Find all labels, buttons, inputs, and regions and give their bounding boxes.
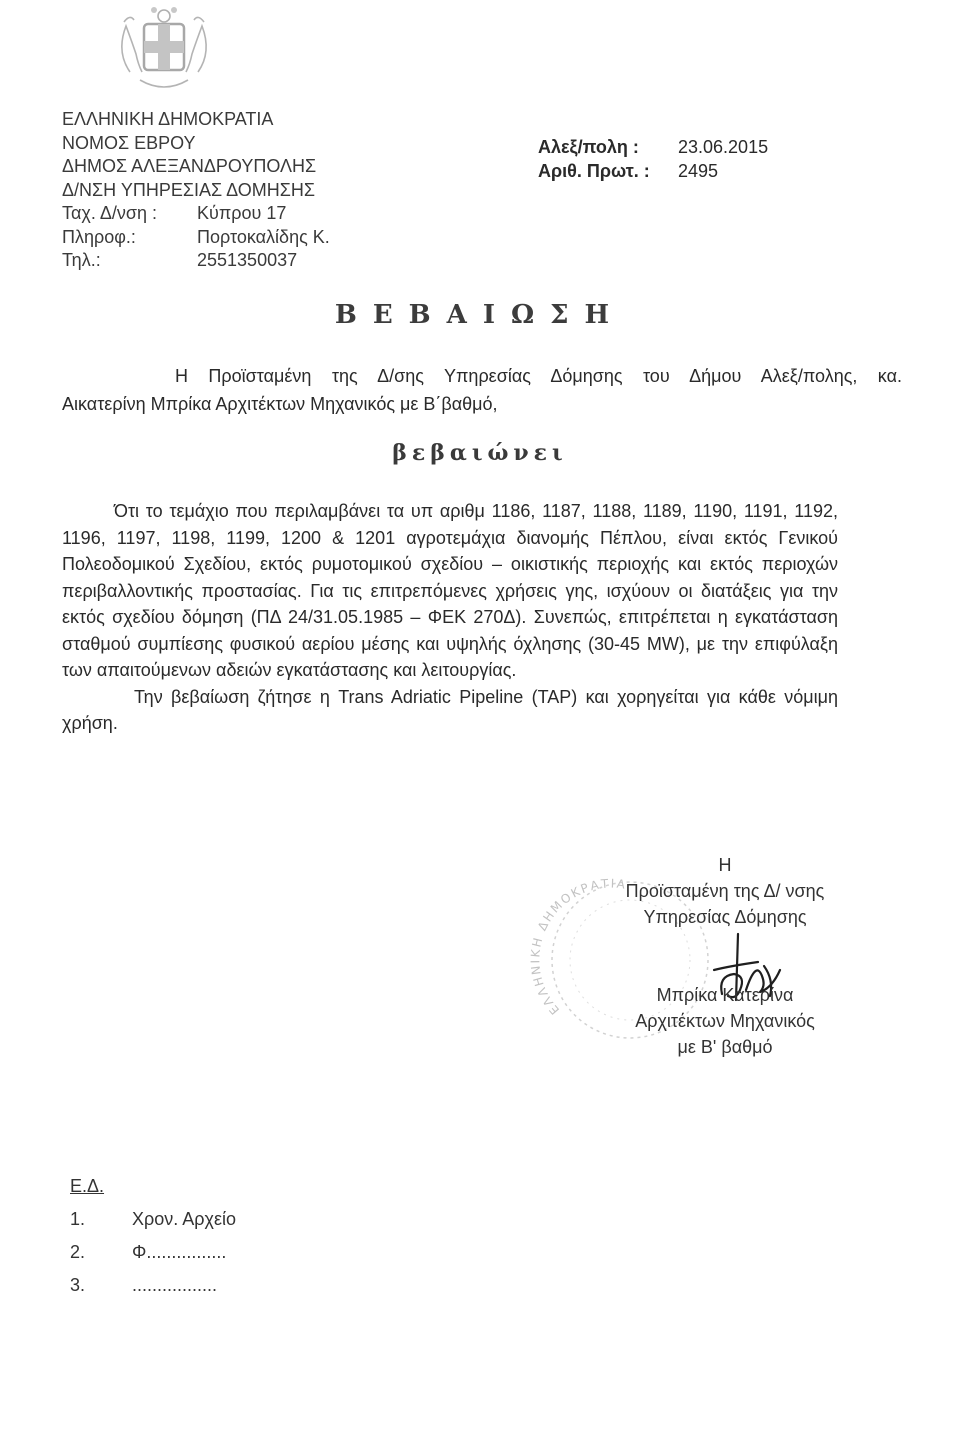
- info-label: Πληροφ.:: [62, 226, 136, 247]
- protocol-row: [538, 160, 768, 184]
- info-value: Πορτοκαλίδης Κ.: [197, 226, 330, 247]
- document-title: ΒΕΒΑΙΩΣΗ: [334, 300, 626, 330]
- protocol-number: 2495: [678, 160, 719, 181]
- stamp-text: ΕΛΛΗΝΙΚΗ ΔΗΜΟΚΡΑΤΙΑ: [528, 876, 628, 1018]
- certificate-body: [62, 498, 838, 737]
- distribution-item: [70, 1236, 236, 1269]
- signature-title: Προϊσταμένη της Δ/ νσης: [625, 881, 825, 901]
- signature-line: Η: [718, 855, 732, 875]
- issuer-header: [62, 108, 330, 273]
- phone-label: Τηλ.:: [62, 250, 101, 270]
- protocol-label: Αριθ. Πρωτ. :: [538, 160, 650, 181]
- intro-line-2: Αικατερίνη Μπρίκα Αρχιτέκτων Μηχανικός με Β΄βαθμό,: [62, 394, 498, 414]
- header-address: [62, 202, 330, 226]
- signature-gap-2: [560, 956, 890, 982]
- signature-gap: [560, 930, 890, 956]
- address-label: Ταχ. Δ/νση :: [62, 203, 158, 223]
- signatory-role: Αρχιτέκτων Μηχανικός: [635, 1011, 815, 1031]
- place-label: Αλεξ/πολη :: [538, 137, 639, 157]
- distribution-item: [70, 1203, 236, 1236]
- date-row: [538, 136, 768, 160]
- phone-value: 2551350037: [197, 250, 298, 270]
- signatory-name: Μπρίκα Κατερίνα: [656, 985, 794, 1005]
- intro-line-1: Η Προϊσταμένη της Δ/σης Υπηρεσίας Δόμησης του Δήμου Αλεξ/πολης, κα.: [175, 366, 902, 386]
- intro-block: [62, 362, 902, 418]
- header-info: [62, 226, 330, 250]
- coat-of-arms-emblem: [110, 2, 218, 100]
- document-date: 23.06.2015: [678, 137, 769, 157]
- distribution-item-number: 1.: [70, 1209, 86, 1229]
- body-paragraph-1: Ότι το τεμάχιο που περιλαμβάνει τα υπ αριθμ 1186, 1187, 1188, 1189, 1190, 1191, 1192, 1196, 1197, 1198, 1199, 1200 & 1201 αγροτεμάχια διανομής Πέπλου, είναι εκτός Γενικού Πολεοδομικού Σχεδίου, εκτός ρυμοτομικού σχεδίου – οικιστικής περιοχής και εκτός περιοχών περιβαλλοντικής προστασίας. Για τις επιτρεπόμενες χρήσεις γης, ισχύουν οι διατάξεις για την εκτός σχεδίου δόμηση (ΠΔ 24/31.05.1985 – ΦΕΚ 270Δ). Συνεπώς, επιτρέπεται η εγκατάσταση σταθμού συμπίεσης φυσικού αερίου μέσης και υψηλής όχλησης (30-45 MW), με την επιφύλαξη των απαιτούμενων αδειών εγκατάστασης και λειτουργίας.: [62, 501, 838, 680]
- distribution-item-number: 3.: [70, 1275, 86, 1295]
- header-municipality: ΔΗΜΟΣ ΑΛΕΞΑΝΔΡΟΥΠΟΛΗΣ: [62, 156, 317, 176]
- header-phone: [62, 249, 330, 273]
- signatory-grade: με Β' βαθμό: [677, 1037, 773, 1057]
- distribution-item: [70, 1269, 236, 1302]
- document-meta: [538, 136, 768, 183]
- header-department: Δ/ΝΣΗ ΥΠΗΡΕΣΙΑΣ ΔΟΜΗΣΗΣ: [62, 179, 316, 200]
- distribution-item-text: .................: [132, 1275, 218, 1295]
- header-prefecture: ΝΟΜΟΣ ΕΒΡΟΥ: [62, 132, 196, 153]
- address-value: Κύπρου 17: [197, 203, 287, 223]
- distribution-item-number: 2.: [70, 1242, 86, 1262]
- header-country: ΕΛΛΗΝΙΚΗ ΔΗΜΟΚΡΑΤΙΑ: [62, 109, 274, 129]
- distribution-item-text: Χρον. Αρχείο: [132, 1209, 236, 1229]
- signature-department: Υπηρεσίας Δόμησης: [643, 907, 807, 927]
- body-paragraph-2: Την βεβαίωση ζήτησε η Trans Adriatic Pipeline (TAP) και χορηγείται για κάθε νόμιμη χρήση.: [62, 686, 838, 733]
- signature-block: [560, 852, 890, 1060]
- distribution-item-text: Φ................: [132, 1242, 227, 1262]
- distribution-title: Ε.Δ.: [70, 1176, 105, 1196]
- certifies-heading: βεβαιώνει: [392, 440, 568, 466]
- distribution-list: [70, 1170, 236, 1302]
